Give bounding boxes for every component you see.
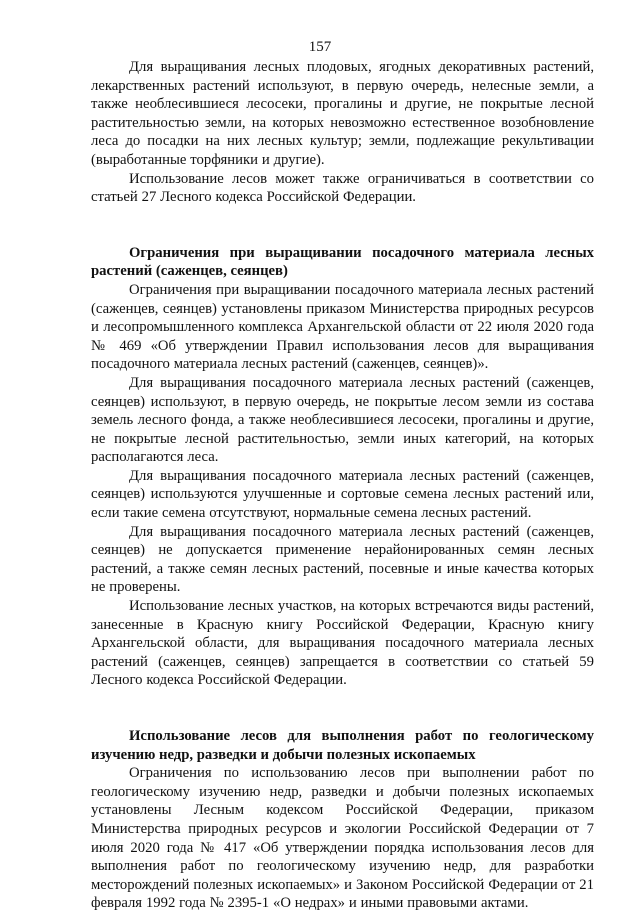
section-gap xyxy=(91,690,594,727)
paragraph-improved-seeds: Для выращивания посадочного материала лесных растений (саженцев, сеянцев) используются улучшенные и сортовые семена лесных растений или, если такие семена отсутствуют, нормальные семена лесных растений. xyxy=(91,467,594,522)
section-heading-planting-material: Ограничения при выращивании посадочного материала лесных растений (саженцев, сеянцев) xyxy=(91,244,594,280)
paragraph-article-27: Использование лесов может также ограничиваться в соответствии со статьей 27 Лесного кодекса Российской Федерации. xyxy=(91,170,594,206)
section-gap xyxy=(91,207,594,244)
paragraph-red-book: Использование лесных участков, на которых встречаются виды растений, занесенные в Красную книгу Российской Федерации, Красную книгу Архангельской области, для выращивания посадочного материала лесных растений (саженцев, сеянцев) запрещается в соответствии со статьей 59 Лесного кодекса Российской Федерации. xyxy=(91,598,594,689)
paragraph-order-417: Ограничения по использованию лесов при выполнении работ по геологическому изучению недр, разведки и добычи полезных ископаемых установлены Лесным кодексом Российской Федерации, приказом Министерства природных ресурсов и экологии Российской Федерации от 7 июля 2020 года № 417 «Об утверждении порядка использования лесов для выполнения работ по геологическому изучению недр, для разработки месторождений полезных ископаемых» и Законом Российской Федерации от 21 февраля 1992 года № 2395-1 «О недрах» и иными правовыми актами. xyxy=(91,765,594,912)
paragraph-order-469: Ограничения при выращивании посадочного материала лесных растений (саженцев, сеянцев) установлены приказом Министерства природных ресурсов и лесопромышленного комплекса Архангельской области от 22 июля 2020 года № 469 «Об утверждении Правил использования лесов для выращивания посадочного материала лесных растений (саженцев, сеянцев)». xyxy=(91,281,594,373)
page-number: 157 xyxy=(308,39,332,55)
paragraph-land-use: Для выращивания посадочного материала лесных растений (саженцев, сеянцев) используют, в первую очередь, не покрытые лесом земли из состава земель лесного фонда, а также необлесившиеся лесосеки, прогалины и другие, не покрытые лесной растительностью, земли иных категорий, на которых располагаются леса. xyxy=(91,374,594,466)
paragraph-fruit-plants: Для выращивания лесных плодовых, ягодных декоративных растений, лекарственных растений используют, в первую очередь, нелесные земли, а также необлесившиеся лесосеки, прогалины и другие, не покрытые лесной растительностью земли, на которых невозможно естественное возобновление леса до посадки на них лесных культур; земли, подлежащие рекультивации (выработанные торфяники и другие). xyxy=(91,59,594,168)
document-body xyxy=(91,58,594,913)
paragraph-non-zoned-seeds: Для выращивания посадочного материала лесных растений (саженцев, сеянцев) не допускается применение нерайонированных семян лесных растений, а также семян лесных растений, посевные и иные качества которых не проверены. xyxy=(91,523,594,596)
section-heading-geology: Использование лесов для выполнения работ по геологическому изучению недр, разведки и добычи полезных ископаемых xyxy=(91,728,594,763)
